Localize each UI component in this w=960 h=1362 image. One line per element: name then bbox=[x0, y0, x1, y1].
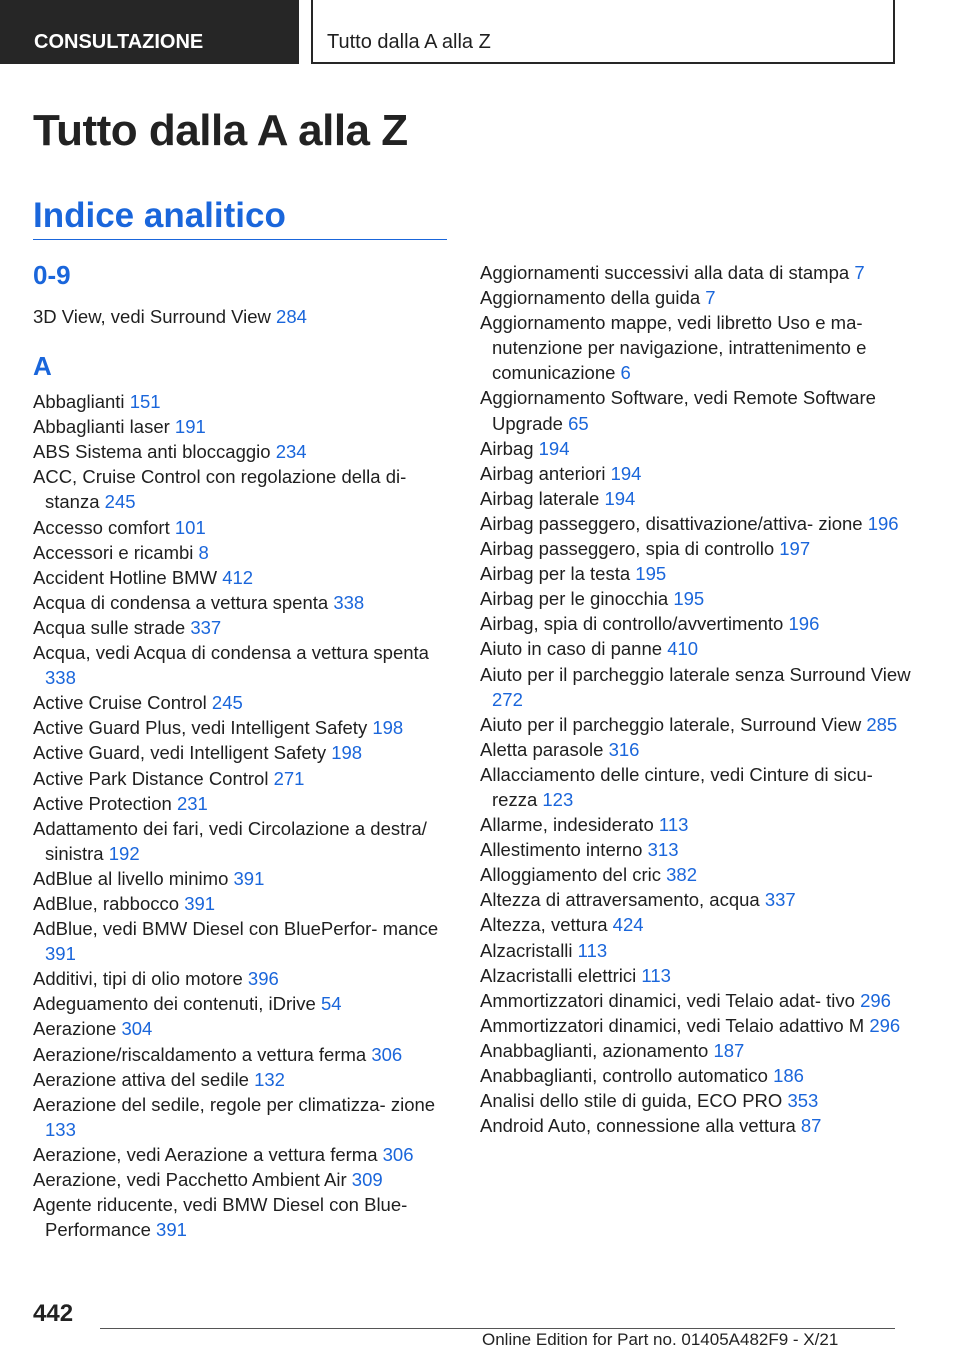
entry-page-link[interactable]: 271 bbox=[273, 767, 305, 789]
entry-page-link[interactable]: 6 bbox=[620, 362, 631, 384]
index-entry bbox=[480, 662, 920, 712]
entry-page-link[interactable]: 54 bbox=[320, 993, 342, 1015]
entry-page-link[interactable]: 391 bbox=[233, 867, 265, 889]
index-entry bbox=[33, 1042, 453, 1067]
entry-page-link[interactable]: 8 bbox=[198, 541, 209, 563]
index-entry bbox=[33, 690, 453, 715]
index-entry bbox=[480, 812, 920, 837]
index-entry bbox=[480, 1013, 920, 1038]
entry-page-link[interactable]: 391 bbox=[184, 892, 216, 914]
index-entry bbox=[480, 636, 920, 661]
entry-page-link[interactable]: 123 bbox=[542, 788, 574, 810]
entry-page-link[interactable]: 195 bbox=[635, 563, 667, 585]
entry-page-link[interactable]: 337 bbox=[764, 889, 796, 911]
entry-page-link[interactable]: 306 bbox=[382, 1143, 414, 1165]
entry-page-link[interactable]: 272 bbox=[492, 688, 523, 710]
index-entry bbox=[480, 461, 920, 486]
entry-page-link[interactable]: 391 bbox=[156, 1219, 187, 1241]
entry-page-link[interactable]: 306 bbox=[371, 1043, 403, 1065]
entry-page-link[interactable]: 338 bbox=[333, 591, 365, 613]
index-entry bbox=[480, 310, 920, 385]
entry-term: Aggiornamento mappe, vedi libretto Uso e ma‐ nutenzione per navigazione, intrattenimento e comunicazione bbox=[480, 312, 867, 384]
index-entry bbox=[33, 304, 453, 329]
entry-page-link[interactable]: 192 bbox=[108, 842, 140, 864]
index-entry bbox=[33, 464, 453, 514]
index-entry bbox=[480, 561, 920, 586]
entry-page-link[interactable]: 304 bbox=[121, 1018, 153, 1040]
entry-page-link[interactable]: 391 bbox=[45, 943, 76, 965]
entry-term: Adattamento dei fari, vedi Circolazione a destra/ sinistra bbox=[33, 817, 427, 864]
index-entry bbox=[480, 963, 920, 988]
entry-page-link[interactable]: 186 bbox=[773, 1065, 804, 1086]
entry-term: Aerazione/riscaldamento a vettura ferma bbox=[33, 1043, 367, 1065]
index-group-a-continued bbox=[480, 260, 920, 1138]
index-column-right bbox=[480, 260, 920, 1138]
entry-term: Active Guard Plus, vedi Intelligent Safety bbox=[33, 717, 368, 739]
index-entry bbox=[33, 715, 453, 740]
index-entry bbox=[480, 1088, 920, 1113]
footer-edition bbox=[482, 1330, 850, 1350]
entry-page-link[interactable]: 353 bbox=[787, 1090, 819, 1112]
entry-term: Active Guard, vedi Intelligent Safety bbox=[33, 742, 327, 764]
entry-term: Abbaglianti bbox=[33, 391, 125, 413]
index-entry bbox=[33, 414, 453, 439]
entry-page-link[interactable]: 284 bbox=[276, 306, 307, 327]
index-entry bbox=[480, 712, 920, 737]
entry-term: Altezza di attraversamento, acqua bbox=[480, 889, 760, 911]
entry-term: Accesso comfort bbox=[33, 516, 170, 538]
entry-page-link[interactable]: 113 bbox=[658, 814, 689, 836]
entry-term: Anabbaglianti, controllo automatico bbox=[480, 1065, 768, 1086]
entry-page-link[interactable]: 231 bbox=[176, 792, 208, 814]
entry-term: Aggiornamento della guida bbox=[480, 287, 701, 309]
entry-term: Aiuto per il parcheggio laterale, Surround View bbox=[480, 713, 862, 735]
entry-term: Adeguamento dei contenuti, iDrive bbox=[33, 993, 316, 1015]
index-entry bbox=[480, 586, 920, 611]
entry-page-link[interactable]: 194 bbox=[604, 487, 636, 509]
entry-term: Allestimento interno bbox=[480, 839, 643, 861]
entry-term: Aerazione, vedi Pacchetto Ambient Air bbox=[33, 1169, 347, 1190]
entry-page-link[interactable]: 245 bbox=[211, 692, 243, 714]
entry-page-link[interactable]: 234 bbox=[275, 441, 307, 463]
entry-term: Active Protection bbox=[33, 792, 172, 814]
index-entry bbox=[33, 1142, 453, 1167]
index-entry bbox=[480, 536, 920, 561]
index-entry bbox=[33, 866, 453, 891]
entry-page-link[interactable]: 194 bbox=[610, 462, 642, 484]
entry-page-link[interactable]: 296 bbox=[869, 1014, 901, 1036]
entry-page-link[interactable]: 396 bbox=[247, 968, 279, 990]
entry-page-link[interactable]: 412 bbox=[222, 566, 254, 588]
index-entry bbox=[480, 611, 920, 636]
entry-term: Airbag anteriori bbox=[480, 462, 606, 484]
entry-term: Ammortizzatori dinamici, vedi Telaio adattivo M bbox=[480, 1014, 865, 1036]
index-entry bbox=[33, 891, 453, 916]
entry-term: ABS Sistema anti bloccaggio bbox=[33, 441, 271, 463]
entry-term: Acqua di condensa a vettura spenta bbox=[33, 591, 329, 613]
entry-page-link[interactable]: 7 bbox=[705, 287, 716, 309]
entry-term: Aiuto per il parcheggio laterale senza Surround View bbox=[480, 663, 911, 685]
entry-page-link[interactable]: 101 bbox=[174, 516, 206, 538]
entry-term: Aerazione attiva del sedile bbox=[33, 1068, 249, 1090]
entry-term: Aletta parasole bbox=[480, 738, 604, 760]
entry-term: Aerazione bbox=[33, 1018, 117, 1040]
index-entry bbox=[480, 260, 920, 285]
index-entry bbox=[33, 916, 453, 966]
index-entry bbox=[33, 1167, 453, 1192]
index-entry bbox=[33, 966, 453, 991]
entry-page-link[interactable]: 113 bbox=[641, 964, 671, 986]
index-entry bbox=[480, 988, 920, 1013]
page-number: 442 bbox=[33, 1300, 74, 1327]
index-entry bbox=[33, 740, 453, 765]
index-group-0-9 bbox=[33, 304, 453, 329]
entry-page-link[interactable]: 316 bbox=[608, 738, 640, 760]
index-entry bbox=[33, 1192, 453, 1242]
entry-page-link[interactable]: 191 bbox=[174, 416, 206, 438]
entry-term: Aggiornamenti successivi alla data di stampa bbox=[480, 262, 850, 283]
entry-page-link[interactable]: 337 bbox=[190, 616, 222, 638]
index-entry bbox=[480, 887, 920, 912]
entry-page-link[interactable]: 198 bbox=[372, 717, 404, 739]
entry-term: Accessori e ricambi bbox=[33, 541, 194, 563]
index-entry bbox=[33, 1016, 453, 1041]
edition-text: Online Edition for Part no. 01405A482F9 - X/21 bbox=[482, 1330, 839, 1349]
entry-term: Analisi dello stile di guida, ECO PRO bbox=[480, 1090, 783, 1112]
entry-term: Airbag passeggero, disattivazione/attiva‐ zione bbox=[480, 512, 863, 534]
entry-page-link[interactable]: 113 bbox=[577, 939, 608, 961]
entry-term: Aerazione del sedile, regole per climatizza‐ zione bbox=[33, 1093, 436, 1115]
page-subtitle: Indice analitico bbox=[33, 196, 286, 235]
index-entry bbox=[33, 515, 453, 540]
entry-term: Abbaglianti laser bbox=[33, 416, 170, 438]
entry-term: Anabbaglianti, azionamento bbox=[480, 1039, 709, 1061]
entry-page-link[interactable]: 196 bbox=[867, 512, 899, 534]
entry-term: AdBlue, rabbocco bbox=[33, 892, 180, 914]
entry-page-link[interactable]: 151 bbox=[129, 391, 161, 413]
entry-term: Ammortizzatori dinamici, vedi Telaio adat‐ tivo bbox=[480, 989, 855, 1011]
entry-term: Airbag bbox=[480, 437, 534, 459]
index-entry bbox=[480, 912, 920, 937]
entry-term: Airbag, spia di controllo/avvertimento bbox=[480, 613, 784, 635]
entry-page-link[interactable]: 87 bbox=[800, 1115, 822, 1137]
entry-page-link[interactable]: 309 bbox=[351, 1169, 383, 1190]
entry-term: Acqua sulle strade bbox=[33, 616, 186, 638]
index-entry bbox=[33, 1092, 453, 1142]
footer-divider bbox=[100, 1328, 895, 1329]
entry-term: 3D View, vedi Surround View bbox=[33, 306, 271, 327]
page-title: Tutto dalla A alla Z bbox=[33, 106, 408, 155]
index-entry bbox=[33, 439, 453, 464]
entry-term: Alloggiamento del cric bbox=[480, 864, 661, 886]
entry-term: ACC, Cruise Control con regolazione della di‐ stanza bbox=[33, 466, 407, 513]
index-entry bbox=[480, 1063, 920, 1088]
entry-term: Acqua, vedi Acqua di condensa a vettura spenta bbox=[33, 642, 429, 664]
entry-page-link[interactable]: 194 bbox=[538, 437, 570, 459]
entry-page-link[interactable]: 313 bbox=[647, 839, 679, 861]
entry-term: Aiuto in caso di panne bbox=[480, 638, 663, 660]
index-entry bbox=[33, 640, 453, 690]
index-entry bbox=[33, 991, 453, 1016]
entry-term: Alzacristalli elettrici bbox=[480, 964, 637, 986]
entry-page-link[interactable]: 196 bbox=[788, 613, 820, 635]
entry-page-link[interactable]: 285 bbox=[866, 713, 898, 735]
entry-term: Alzacristalli bbox=[480, 939, 573, 961]
index-entry bbox=[33, 766, 453, 791]
index-entry bbox=[480, 285, 920, 310]
entry-page-link[interactable]: 296 bbox=[860, 989, 891, 1011]
entry-page-link[interactable]: 7 bbox=[854, 262, 865, 283]
entry-page-link[interactable]: 187 bbox=[713, 1039, 745, 1061]
index-entry bbox=[33, 540, 453, 565]
section-title: Tutto dalla A alla Z bbox=[311, 0, 895, 64]
index-entry bbox=[33, 389, 453, 414]
index-entry bbox=[480, 938, 920, 963]
index-entry bbox=[480, 837, 920, 862]
entry-term: Airbag per la testa bbox=[480, 563, 631, 585]
entry-page-link[interactable]: 132 bbox=[254, 1068, 285, 1090]
letter-heading-a: A bbox=[33, 351, 52, 382]
entry-term: AdBlue al livello minimo bbox=[33, 867, 229, 889]
entry-page-link[interactable]: 133 bbox=[45, 1118, 76, 1140]
entry-term: Airbag per le ginocchia bbox=[480, 588, 669, 610]
entry-page-link[interactable]: 197 bbox=[779, 538, 811, 560]
entry-page-link[interactable]: 424 bbox=[612, 914, 644, 936]
section-tab: CONSULTAZIONE bbox=[0, 0, 299, 64]
entry-term: Aerazione, vedi Aerazione a vettura ferma bbox=[33, 1143, 378, 1165]
entry-term: AdBlue, vedi BMW Diesel con BluePerfor‐ mance bbox=[33, 918, 439, 940]
entry-term: Aggiornamento Software, vedi Remote Software Upgrade bbox=[480, 387, 876, 434]
entry-term: Additivi, tipi di olio motore bbox=[33, 968, 243, 990]
entry-page-link[interactable]: 65 bbox=[568, 412, 589, 434]
index-entry bbox=[33, 590, 453, 615]
entry-term: Active Cruise Control bbox=[33, 692, 207, 714]
entry-term: Altezza, vettura bbox=[480, 914, 608, 936]
index-entry bbox=[480, 1113, 920, 1138]
entry-term: Android Auto, connessione alla vettura bbox=[480, 1115, 796, 1137]
entry-page-link[interactable]: 195 bbox=[673, 588, 705, 610]
entry-term: Agente riducente, vedi BMW Diesel con Blue‐ Performance bbox=[33, 1194, 408, 1241]
index-entry bbox=[33, 791, 453, 816]
index-entry bbox=[33, 615, 453, 640]
index-group-a bbox=[33, 389, 453, 1242]
entry-term: Accident Hotline BMW bbox=[33, 566, 218, 588]
index-entry bbox=[33, 816, 453, 866]
index-column-left bbox=[33, 258, 453, 1242]
index-entry bbox=[480, 486, 920, 511]
letter-heading-0-9: 0-9 bbox=[33, 260, 71, 290]
index-entry bbox=[33, 565, 453, 590]
index-entry bbox=[480, 436, 920, 461]
index-entry bbox=[480, 385, 920, 435]
index-entry bbox=[480, 862, 920, 887]
entry-page-link[interactable]: 382 bbox=[666, 864, 697, 886]
index-entry bbox=[480, 1038, 920, 1063]
entry-term: Active Park Distance Control bbox=[33, 767, 269, 789]
index-entry bbox=[480, 762, 920, 812]
entry-page-link[interactable]: 198 bbox=[331, 742, 363, 764]
entry-page-link[interactable]: 410 bbox=[667, 638, 699, 660]
entry-page-link[interactable]: 338 bbox=[45, 667, 76, 689]
entry-term: Airbag laterale bbox=[480, 487, 600, 509]
subtitle-divider bbox=[33, 239, 447, 240]
index-entry bbox=[480, 737, 920, 762]
entry-term: Allacciamento delle cinture, vedi Cinture di sicu‐ rezza bbox=[480, 763, 873, 810]
index-entry bbox=[480, 511, 920, 536]
entry-page-link[interactable]: 245 bbox=[104, 491, 136, 513]
index-entry bbox=[33, 1067, 453, 1092]
entry-term: Allarme, indesiderato bbox=[480, 814, 654, 836]
watermark-text: www.carmanualsonline.info bbox=[838, 1345, 851, 1346]
entry-term: Airbag passeggero, spia di controllo bbox=[480, 538, 775, 560]
